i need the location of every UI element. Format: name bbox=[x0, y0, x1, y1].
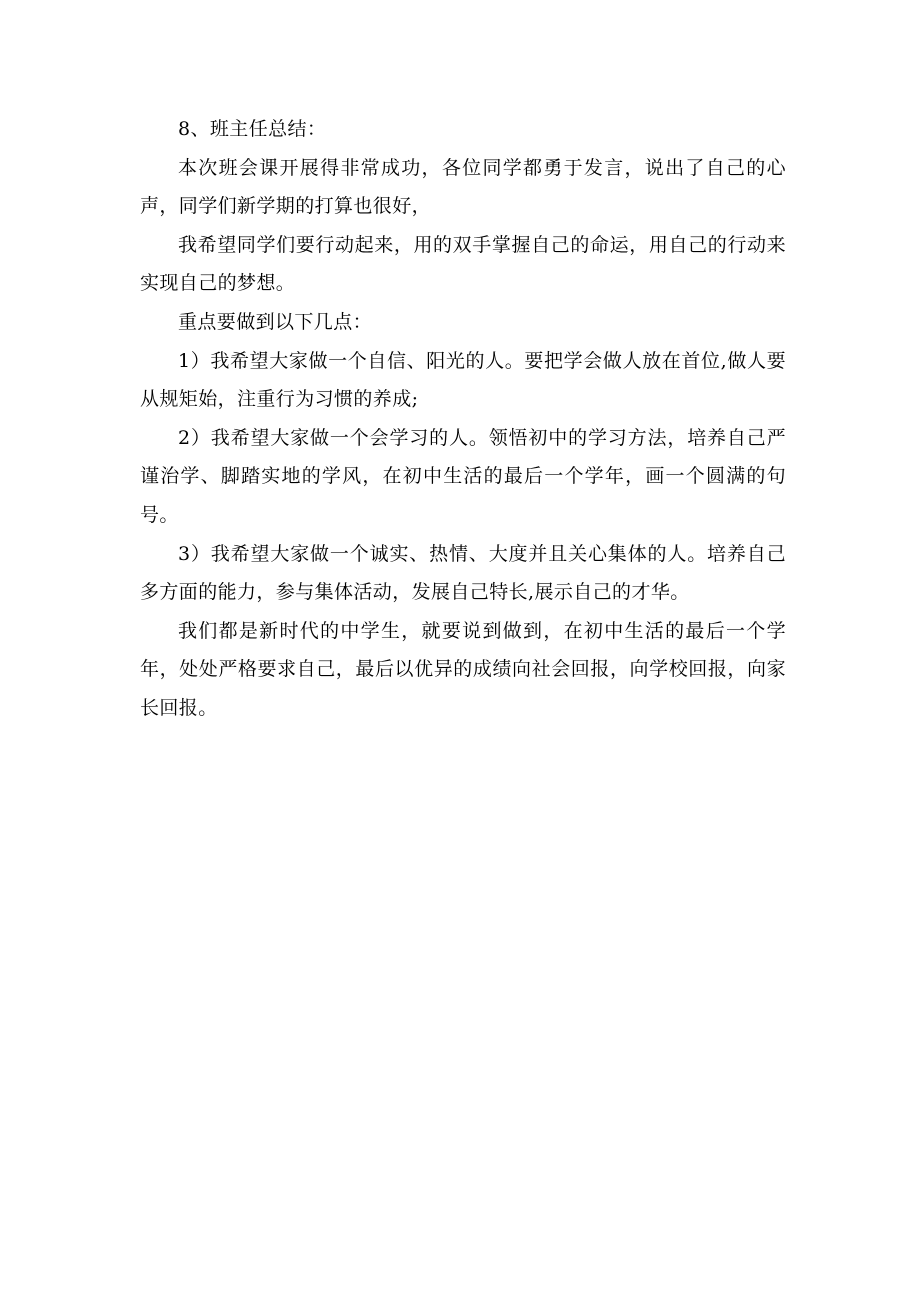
paragraph: 重点要做到以下几点： bbox=[178, 310, 373, 333]
paragraph: 我们都是新时代的中学生，就要说到做到，在初中生活的最后一个学年，处处严格要求自己，最后以优异的成绩向社会回报，向学校回报，向家长回报。 bbox=[140, 619, 786, 719]
paragraph: 本次班会课开展得非常成功，各位同学都勇于发言，说出了自己的心声，同学们新学期的打算也很好， bbox=[140, 156, 786, 218]
section-heading: 8、班主任总结： bbox=[178, 118, 327, 140]
list-item: 2）我希望大家做一个会学习的人。领悟初中的学习方法，培养自己严谨治学、脚踏实地的学风，在初中生活的最后一个学年，画一个圆满的句号。 bbox=[140, 426, 786, 526]
list-item: 3）我希望大家做一个诚实、热情、大度并且关心集体的人。培养自己多方面的能力，参与集体活动，发展自己特长,展示自己的才华。 bbox=[140, 542, 786, 604]
paragraph: 我希望同学们要行动起来，用的双手掌握自己的命运，用自己的行动来实现自己的梦想。 bbox=[140, 233, 786, 295]
document-body bbox=[140, 110, 786, 728]
list-item: 1）我希望大家做一个自信、阳光的人。要把学会做人放在首位,做人要从规矩始，注重行为习惯的养成; bbox=[140, 349, 786, 411]
